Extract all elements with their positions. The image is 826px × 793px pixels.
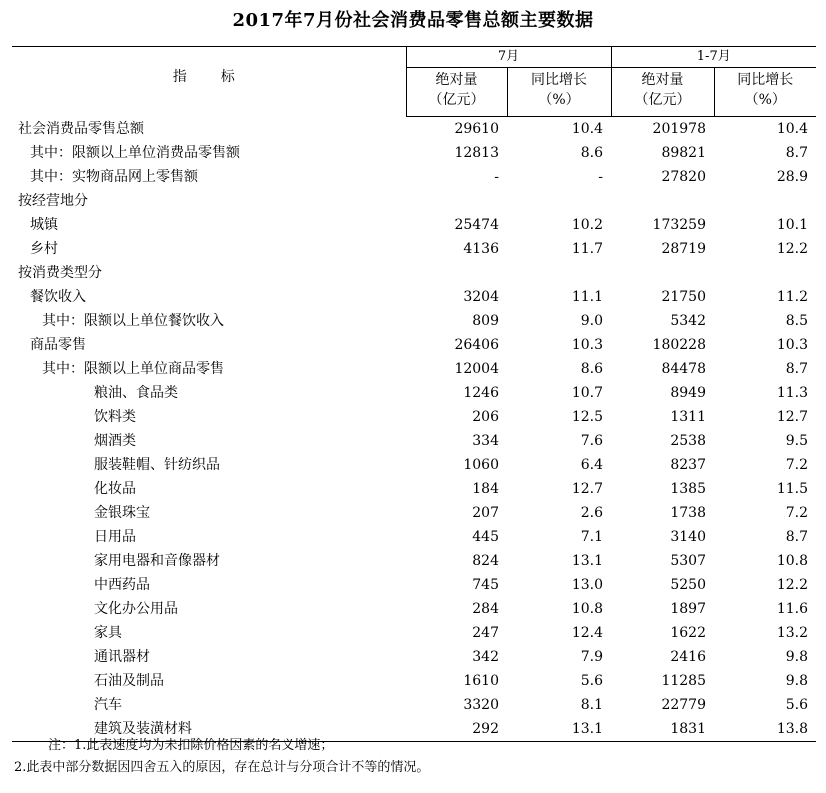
row-label: 烟酒类: [94, 433, 136, 449]
cell-y-abs: 3140: [670, 529, 706, 545]
cell-m-abs: 25474: [454, 217, 499, 233]
cell-y-abs: 89821: [661, 145, 706, 161]
table-row: [12, 213, 816, 237]
table-row: [12, 117, 816, 142]
month-yoy-header: [507, 68, 611, 117]
row-label: 其中：限额以上单位商品零售: [42, 361, 224, 377]
table-row: [12, 165, 816, 189]
table-row: [12, 573, 816, 597]
cell-m-abs: 745: [472, 577, 499, 593]
cell-y-abs: 5307: [670, 553, 706, 569]
cell-y-abs: 173259: [652, 217, 706, 233]
row-label: 通讯器材: [94, 649, 150, 665]
cell-m-yoy: 10.8: [571, 601, 603, 617]
cell-y-yoy: 13.8: [714, 717, 816, 742]
cell-m-yoy: 10.4: [571, 121, 603, 137]
table-row: [12, 669, 816, 693]
cell-y-yoy: 9.8: [785, 673, 808, 689]
page-title: 2017年7月份社会消费品零售总额主要数据: [232, 10, 594, 31]
cell-m-abs: 1246: [463, 385, 499, 401]
retail-sales-table: [12, 46, 816, 742]
cell-m-abs: 26406: [454, 337, 499, 353]
month-abs-header: [406, 68, 507, 117]
row-label: 按消费类型分: [18, 265, 102, 281]
cell-y-yoy: 7.2: [785, 457, 808, 473]
cell-m-yoy: 7.1: [580, 529, 603, 545]
cell-y-yoy: 12.2: [776, 241, 808, 257]
cell-y-yoy: 11.3: [776, 385, 808, 401]
cell-m-abs: 206: [472, 409, 499, 425]
cell-y-abs: 201978: [652, 121, 706, 137]
footnote-2: 2.此表中部分数据因四舍五入的原因，存在总计与分项合计不等的情况。: [14, 760, 430, 775]
cell-m-abs: 29610: [454, 121, 499, 137]
table-row: [12, 525, 816, 549]
cell-m-abs: 334: [472, 433, 499, 449]
table-row: [12, 309, 816, 333]
cell-m-abs: 4136: [463, 241, 499, 257]
cell-m-abs: -: [494, 169, 499, 185]
row-label: 城镇: [30, 217, 58, 233]
row-label: 家用电器和音像器材: [94, 553, 220, 569]
yoy-header-line2: （%）: [744, 92, 786, 108]
row-label: 建筑及装潢材料: [12, 717, 406, 742]
cell-m-yoy: 5.6: [580, 673, 603, 689]
cell-m-abs: 12813: [454, 145, 499, 161]
cell-y-yoy: 13.2: [776, 625, 808, 641]
cell-y-abs: 2538: [670, 433, 706, 449]
table-body: [12, 117, 816, 742]
ytd-yoy-header: [714, 68, 816, 117]
row-label: 金银珠宝: [94, 505, 150, 521]
table-row: [12, 285, 816, 309]
cell-y-yoy: 10.8: [776, 553, 808, 569]
cell-y-abs: 84478: [661, 361, 706, 377]
cell-m-abs: [406, 189, 507, 213]
table-row: [12, 429, 816, 453]
row-label: 石油及制品: [94, 673, 164, 689]
table-row: [12, 693, 816, 717]
cell-m-abs: 292: [406, 717, 507, 742]
cell-y-yoy: 9.5: [785, 433, 808, 449]
cell-y-abs: 1385: [670, 481, 706, 497]
cell-y-yoy: 10.4: [776, 121, 808, 137]
cell-m-yoy: 11.1: [571, 289, 603, 305]
row-label: 日用品: [94, 529, 136, 545]
cell-y-yoy: 12.2: [776, 577, 808, 593]
cell-m-abs: 184: [472, 481, 499, 497]
cell-m-abs: 809: [472, 313, 499, 329]
cell-y-abs: 1311: [670, 409, 706, 425]
row-label: 化妆品: [94, 481, 136, 497]
row-label: 按经营地分: [18, 193, 88, 209]
cell-m-abs: 12004: [454, 361, 499, 377]
cell-m-yoy: 10.2: [571, 217, 603, 233]
footnote-1: 注：1.此表速度均为未扣除价格因素的名义增速；: [48, 738, 334, 753]
cell-m-yoy: 12.4: [571, 625, 603, 641]
table-row: [12, 405, 816, 429]
cell-y-yoy: [714, 189, 816, 213]
row-label: 乡村: [30, 241, 58, 257]
cell-y-abs: 5250: [670, 577, 706, 593]
cell-m-yoy: 12.5: [571, 409, 603, 425]
cell-y-abs: 8949: [670, 385, 706, 401]
row-label: 其中：限额以上单位消费品零售额: [30, 145, 240, 161]
cell-y-abs: 1738: [670, 505, 706, 521]
cell-m-yoy: 11.7: [571, 241, 603, 257]
cell-y-abs: 1622: [670, 625, 706, 641]
cell-m-yoy: 13.0: [571, 577, 603, 593]
cell-y-yoy: 5.6: [785, 697, 808, 713]
cell-y-yoy: 8.7: [785, 529, 808, 545]
cell-y-yoy: 8.5: [785, 313, 808, 329]
cell-y-abs: 180228: [652, 337, 706, 353]
cell-m-abs: 247: [472, 625, 499, 641]
cell-y-abs: 27820: [661, 169, 706, 185]
table-row: [12, 597, 816, 621]
cell-y-abs: 1831: [611, 717, 714, 742]
cell-y-yoy: 28.9: [776, 169, 808, 185]
table-row: [12, 357, 816, 381]
cell-m-yoy: 7.6: [580, 433, 603, 449]
cell-m-yoy: 10.7: [571, 385, 603, 401]
cell-m-yoy: 2.6: [580, 505, 603, 521]
cell-m-yoy: [507, 261, 611, 285]
row-label: 其中：实物商品网上零售额: [30, 169, 198, 185]
cell-m-abs: 1610: [463, 673, 499, 689]
table-row: [12, 645, 816, 669]
yoy-header-line2: （%）: [538, 92, 580, 108]
cell-m-abs: 1060: [463, 457, 499, 473]
table-row: [12, 261, 816, 285]
cell-y-abs: 2416: [670, 649, 706, 665]
cell-m-yoy: 7.9: [580, 649, 603, 665]
row-label: 商品零售: [30, 337, 86, 353]
cell-y-abs: [611, 261, 714, 285]
cell-y-yoy: 11.6: [776, 601, 808, 617]
cell-y-yoy: 12.7: [776, 409, 808, 425]
cell-y-abs: 1897: [670, 601, 706, 617]
cell-y-yoy: 10.1: [776, 217, 808, 233]
yoy-header-line1: 同比增长: [531, 72, 587, 88]
ytd-abs-header: [611, 68, 714, 117]
cell-m-abs: 342: [472, 649, 499, 665]
month-group-header: 7月: [406, 47, 611, 68]
table-row: [12, 549, 816, 573]
row-label: 汽车: [94, 697, 122, 713]
cell-m-yoy: 8.6: [580, 361, 603, 377]
cell-y-abs: 11285: [661, 673, 706, 689]
cell-y-yoy: 7.2: [785, 505, 808, 521]
cell-y-abs: [611, 189, 714, 213]
row-label: 家具: [94, 625, 122, 641]
row-label: 社会消费品零售总额: [18, 120, 144, 137]
cell-y-yoy: 10.3: [776, 337, 808, 353]
cell-m-yoy: 6.4: [580, 457, 603, 473]
cell-m-yoy: 13.1: [507, 717, 611, 742]
row-label: 餐饮收入: [30, 289, 86, 305]
footnotes: [14, 735, 429, 779]
table-row: [12, 501, 816, 525]
table-row: [12, 333, 816, 357]
row-label: 文化办公用品: [94, 601, 178, 617]
cell-m-abs: 207: [472, 505, 499, 521]
cell-y-abs: 22779: [661, 697, 706, 713]
cell-m-yoy: [507, 189, 611, 213]
table-row: [12, 381, 816, 405]
cell-m-abs: 824: [472, 553, 499, 569]
abs-header-line2: （亿元）: [428, 92, 485, 108]
cell-y-abs: 28719: [661, 241, 706, 257]
row-label: 服装鞋帽、针纺织品: [94, 457, 220, 473]
row-label: 粮油、食品类: [94, 385, 178, 401]
table-row: [12, 453, 816, 477]
cell-y-yoy: 11.2: [776, 289, 808, 305]
indicator-header: 指 标: [172, 69, 245, 85]
cell-m-abs: 445: [472, 529, 499, 545]
abs-header-line1: 绝对量: [641, 72, 684, 88]
cell-y-yoy: 8.7: [785, 361, 808, 377]
row-label: 其中：限额以上单位餐饮收入: [42, 313, 224, 329]
cell-m-yoy: 9.0: [580, 313, 603, 329]
cell-m-abs: 284: [472, 601, 499, 617]
cell-m-abs: 3320: [463, 697, 499, 713]
table-row: [12, 141, 816, 165]
cell-y-abs: 21750: [661, 289, 706, 305]
cell-m-yoy: 13.1: [571, 553, 603, 569]
cell-m-yoy: 12.7: [571, 481, 603, 497]
cell-y-yoy: 9.8: [785, 649, 808, 665]
yoy-header-line1: 同比增长: [737, 72, 794, 88]
cell-m-abs: 3204: [463, 289, 499, 305]
cell-m-abs: [406, 261, 507, 285]
cell-y-abs: 5342: [670, 313, 706, 329]
cell-y-yoy: 11.5: [776, 481, 808, 497]
cell-m-yoy: 8.1: [580, 697, 603, 713]
cell-y-abs: 8237: [670, 457, 706, 473]
cell-y-yoy: [714, 261, 816, 285]
abs-header-line2: （亿元）: [634, 92, 691, 108]
table-row: [12, 477, 816, 501]
table-row: [12, 621, 816, 645]
row-label: 中西药品: [94, 577, 150, 593]
cell-m-yoy: 8.6: [580, 145, 603, 161]
cell-m-yoy: -: [598, 169, 603, 185]
table-row: [12, 237, 816, 261]
table-row: [12, 189, 816, 213]
abs-header-line1: 绝对量: [435, 72, 478, 88]
cell-y-yoy: 8.7: [785, 145, 808, 161]
row-label: 饮料类: [94, 409, 136, 425]
cell-m-yoy: 10.3: [571, 337, 603, 353]
ytd-group-header: 1-7月: [611, 47, 816, 68]
